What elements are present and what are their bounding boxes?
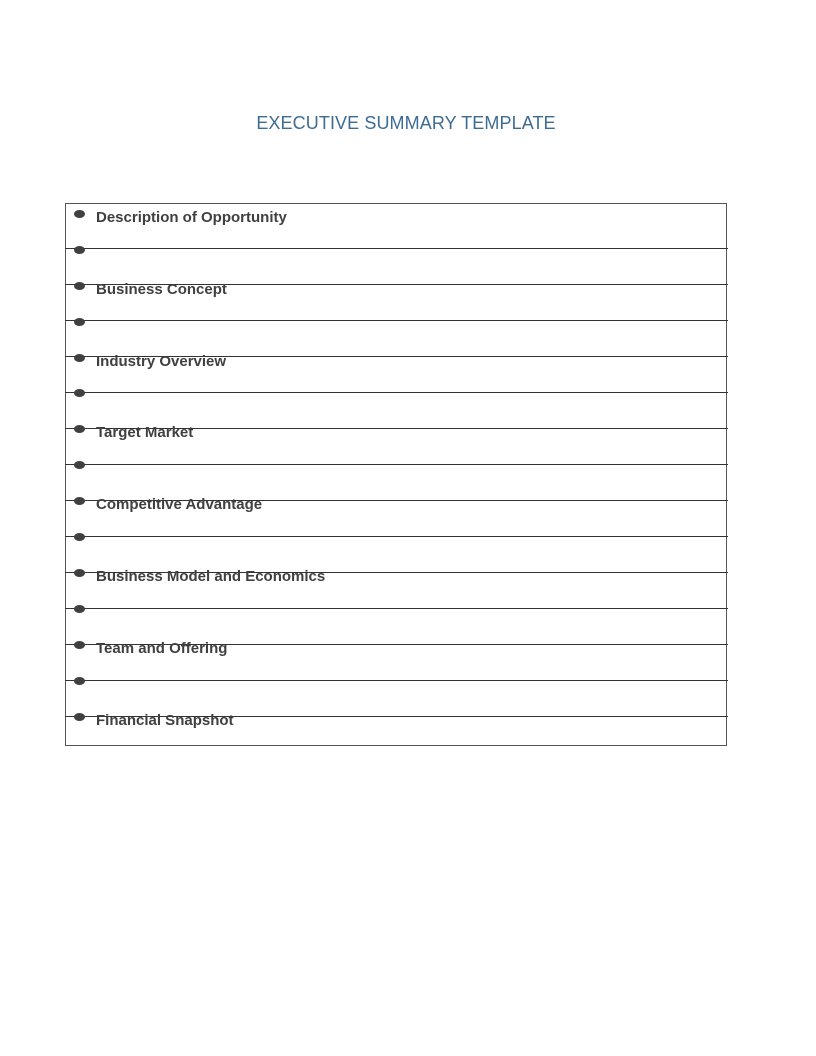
row-divider	[65, 608, 728, 609]
section-label-target-market: Target Market	[96, 424, 194, 441]
row-divider	[65, 536, 728, 537]
bullet-icon	[74, 533, 85, 541]
bullet-icon	[74, 641, 85, 649]
row-divider	[65, 464, 728, 465]
section-label-team-and-offering: Team and Offering	[96, 640, 228, 657]
bullet-icon	[74, 461, 85, 469]
bullet-icon	[74, 210, 85, 218]
row-divider	[65, 392, 728, 393]
section-label-description-of-opportunity: Description of Opportunity	[96, 209, 287, 226]
page-title: EXECUTIVE SUMMARY TEMPLATE	[256, 113, 556, 133]
row-divider	[65, 320, 728, 321]
bullet-icon	[74, 713, 85, 721]
bullet-icon	[74, 354, 85, 362]
bullet-icon	[74, 282, 85, 290]
bullet-icon	[74, 677, 85, 685]
bullet-icon	[74, 318, 85, 326]
section-label-business-concept: Business Concept	[96, 281, 227, 298]
bullet-icon	[74, 605, 85, 613]
section-label-industry-overview: Industry Overview	[96, 353, 227, 370]
section-label-business-model-and-economics: Business Model and Economics	[96, 568, 326, 585]
bullet-icon	[74, 246, 85, 254]
row-divider	[65, 248, 728, 249]
bullet-icon	[74, 425, 85, 433]
bullet-icon	[74, 389, 85, 397]
bullet-icon	[74, 569, 85, 577]
section-label-financial-snapshot: Financial Snapshot	[96, 712, 234, 729]
section-label-competitive-advantage: Competitive Advantage	[96, 496, 263, 513]
row-divider	[65, 680, 728, 681]
bullet-icon	[74, 497, 85, 505]
